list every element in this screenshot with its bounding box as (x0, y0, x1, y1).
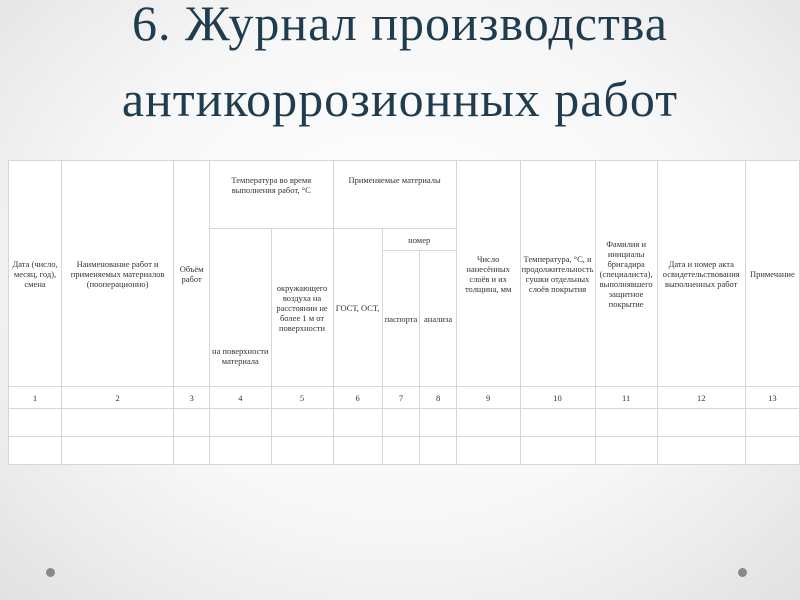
header-work-name: Наименование работ и применяемых материалов (пооперационно) (62, 161, 174, 387)
header-gost: ГОСТ, ОСТ, (333, 229, 382, 387)
header-layers: Число нанесённых слоёв и их толщина, мм (456, 161, 520, 387)
header-date: Дата (число, месяц, год), смена (9, 161, 62, 387)
header-temperature-group: Температура во время выполнения работ, °С (210, 161, 333, 229)
column-number-row (9, 387, 800, 409)
empty-cell (62, 409, 174, 437)
empty-cell (271, 409, 333, 437)
header-temp-surface: на поверхности материала (210, 229, 271, 387)
decorative-dot-right (738, 568, 747, 577)
header-number-group: номер (382, 229, 456, 251)
column-number: 12 (657, 387, 745, 409)
empty-cell (382, 409, 420, 437)
column-number: 13 (745, 387, 799, 409)
journal-table-container (8, 160, 800, 465)
empty-cell (174, 437, 210, 465)
empty-cell (333, 409, 382, 437)
empty-cell (62, 437, 174, 465)
column-number: 7 (382, 387, 420, 409)
column-number: 4 (210, 387, 271, 409)
empty-cell (745, 437, 799, 465)
column-number: 11 (595, 387, 657, 409)
slide-title (0, 0, 800, 127)
header-note: Примечание (745, 161, 799, 387)
empty-cell (420, 409, 456, 437)
column-number: 3 (174, 387, 210, 409)
empty-cell (271, 437, 333, 465)
empty-cell (456, 409, 520, 437)
title-line-2: антикоррозионных работ (121, 71, 679, 127)
empty-cell (9, 409, 62, 437)
header-foreman: Фамилия и инициалы бригадира (специалиста), выполнявшего защитное покрытие (595, 161, 657, 387)
column-number: 8 (420, 387, 456, 409)
empty-cell (520, 409, 595, 437)
header-passport: паспорта (382, 251, 420, 387)
empty-cell (420, 437, 456, 465)
column-number: 6 (333, 387, 382, 409)
empty-cell (657, 437, 745, 465)
empty-cell (210, 409, 271, 437)
decorative-dot-left (46, 568, 55, 577)
empty-cell (210, 437, 271, 465)
empty-cell (174, 409, 210, 437)
empty-cell (382, 437, 420, 465)
column-number: 9 (456, 387, 520, 409)
table-row (9, 437, 800, 465)
header-temp-air: окружающего воздуха на расстоянии не более 1 м от поверхности (271, 229, 333, 387)
header-volume: Объём работ (174, 161, 210, 387)
column-number: 5 (271, 387, 333, 409)
table-row (9, 409, 800, 437)
header-act: Дата и номер акта освидетельствования выполненных работ (657, 161, 745, 387)
column-number: 10 (520, 387, 595, 409)
empty-cell (333, 437, 382, 465)
empty-cell (657, 409, 745, 437)
empty-cell (520, 437, 595, 465)
empty-cell (595, 409, 657, 437)
column-number: 2 (62, 387, 174, 409)
empty-cell (456, 437, 520, 465)
empty-cell (9, 437, 62, 465)
header-materials-group: Применяемые материалы (333, 161, 456, 229)
empty-cell (595, 437, 657, 465)
header-analysis: анализа (420, 251, 456, 387)
empty-cell (745, 409, 799, 437)
header-drying: Температура, °С, и продолжительность сушки отдельных слоёв покрытия (520, 161, 595, 387)
title-line-1: 6. Журнал производства (132, 0, 668, 51)
journal-table (8, 160, 800, 465)
column-number: 1 (9, 387, 62, 409)
